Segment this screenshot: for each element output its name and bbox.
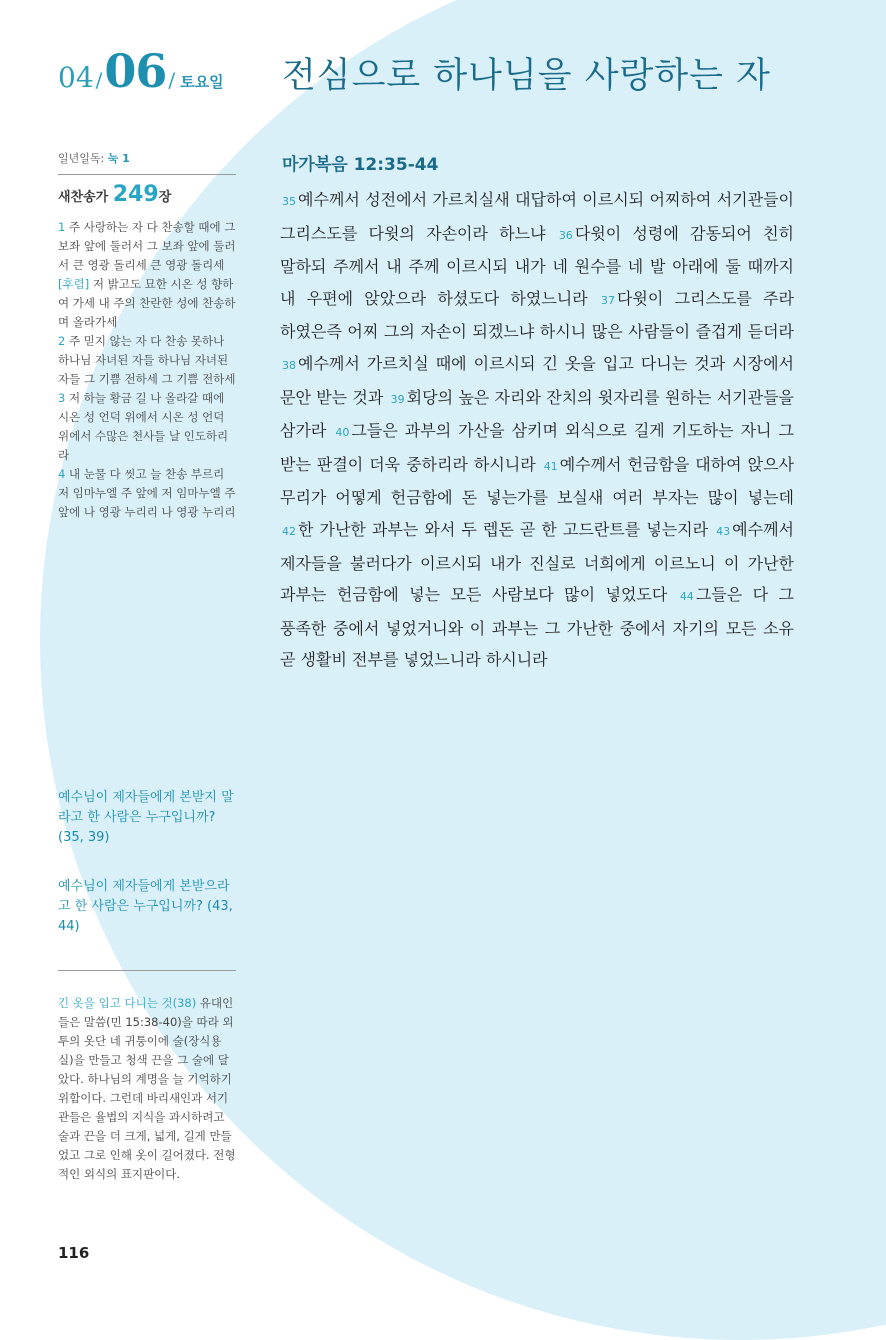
hymn-refrain-label: [후렴] <box>58 277 90 291</box>
verse-text: 예수께서 헌금함을 대하여 앉으사 무리가 어떻게 헌금함에 돈 넣는가를 보실새 여러 부자는 많이 넣는데 <box>280 454 794 508</box>
verse-number: 35 <box>282 195 296 208</box>
date-slash-2: / <box>168 68 176 92</box>
reading-plan-value: 눅 1 <box>107 152 130 165</box>
hymn-verse-text: 주 사랑하는 자 다 찬송할 때에 그 보좌 앞에 둘러서 그 보좌 앞에 둘러서 큰 영광 돌리세 큰 영광 돌리세 <box>58 220 236 272</box>
page-title: 전심으로 하나님을 사랑하는 자 <box>282 56 771 96</box>
note-text: 유대인들은 말씀(민 15:38-40)을 따라 외투의 옷단 네 귀퉁이에 술(장식용 실)을 만들고 청색 끈을 그 술에 달았다. 하나님의 계명을 늘 기억하기 위함이다. 그런데 바리새인과 서기관들은 율법의 지식을 과시하려고 술과 끈을 더 크게, 넓게, 길게 만들었고 그로 인해 옷이 길어졌다. 전형적인 외식의 표지판이다. <box>58 996 236 1181</box>
question-2: 예수님이 제자들에게 본받으라고 한 사람은 누구입니까? (43, 44) <box>58 879 233 934</box>
reading-plan <box>58 150 236 166</box>
hymn-verse <box>58 332 236 389</box>
verse-number: 36 <box>558 228 573 242</box>
note-term: 긴 옷을 입고 다니는 것(38) <box>58 996 197 1010</box>
divider <box>58 970 236 971</box>
verse-number: 38 <box>282 358 296 372</box>
hymn-prefix: 새찬송가 <box>58 190 109 205</box>
hymn-number: 249 <box>112 182 159 207</box>
verse-text: 그들은 다 그 풍족한 중에서 넣었거니와 이 과부는 그 가난한 중에서 자기의 모든 소유 곧 생활비 전부를 넣었느니라 하시니라 <box>280 585 795 670</box>
date-slash: / <box>95 68 103 92</box>
verse-number: 41 <box>543 459 558 473</box>
hymn-verse <box>58 389 236 465</box>
verse-text: 회당의 높은 자리와 잔치의 윗자리를 원하는 서기관들을 삼가라 <box>280 387 794 441</box>
verse-text: 다윗이 성령에 감동되어 친히 말하되 주께서 내 주께 이르시되 내가 네 원수를 네 발 아래에 둘 때까지 내 우편에 앉았으라 하셨도다 하였느니라 <box>280 223 794 308</box>
hymn-lyrics <box>58 218 236 522</box>
hymn-verse-number: 4 <box>58 467 66 481</box>
verse-text: 예수께서 제자들을 불러다가 이르시되 내가 진실로 너희에게 이르노니 이 가난한 과부는 헌금함에 넣는 모든 사람보다 많이 넣었도다 <box>280 519 794 605</box>
verse-text: 다윗이 그리스도를 주라 하였은즉 어찌 그의 자손이 되겠느냐 하시니 많은 사람들이 즐겁게 듣더라 <box>280 288 795 342</box>
hymn-verse <box>58 275 236 332</box>
divider <box>58 174 236 175</box>
hymn-verse-text: 저 하늘 황금 길 나 올라갈 때에 시온 성 언덕 위에서 시온 성 언덕 위에서 수많은 천사들 날 인도하리라 <box>58 391 229 462</box>
verse-number: 40 <box>335 426 350 440</box>
reading-plan-label: 일년일독: <box>58 152 105 165</box>
verse-text: 한 가난한 과부는 와서 두 렙돈 곧 한 고드란트를 넣는지라 <box>298 519 709 539</box>
verse-text: 예수께서 성전에서 가르치실새 대답하여 이르시되 어찌하여 서기관들이 그리스도를 다윗의 자손이라 하느냐 <box>280 190 794 243</box>
study-note <box>58 994 236 1184</box>
hymn-heading <box>58 182 236 207</box>
hymn-verse-number: 2 <box>58 334 66 348</box>
hymn-verse-number: 1 <box>58 220 66 234</box>
verse-text: 예수께서 가르치실 때에 이르시되 긴 옷을 입고 다니는 것과 시장에서 문안 받는 것과 <box>280 353 794 407</box>
scripture-text <box>280 184 794 676</box>
hymn-verse-text: 주 믿지 않는 자 다 찬송 못하나 하나님 자녀된 자들 하나님 자녀된 자들 그 기쁨 전하세 그 기쁨 전하세 <box>58 334 236 386</box>
question-1: 예수님이 제자들에게 본받지 말라고 한 사람은 누구입니까? (35, 39) <box>58 790 234 845</box>
date-weekday: 토요일 <box>180 73 224 91</box>
verse-number: 37 <box>600 293 615 307</box>
hymn-verse-text: 저 밝고도 묘한 시온 성 향하여 가세 내 주의 찬란한 성에 찬송하며 올라가세 <box>58 277 236 329</box>
verse-number: 43 <box>716 524 731 538</box>
verse-number: 42 <box>282 524 296 538</box>
hymn-verse-number: 3 <box>58 391 66 405</box>
verse-number: 39 <box>390 392 405 406</box>
verse-text: 그들은 과부의 가산을 삼키며 외식으로 길게 기도하는 자니 그 받는 판결이 더욱 중하리라 하시니라 <box>280 421 794 474</box>
date-month: 04 <box>58 61 94 94</box>
hymn-suffix: 장 <box>158 190 172 205</box>
hymn-verse <box>58 465 236 522</box>
date-day: 06 <box>104 44 167 98</box>
scripture-reference: 마가복음 12:35-44 <box>282 155 439 175</box>
verse-number: 44 <box>679 590 694 604</box>
page-number: 116 <box>58 1244 90 1262</box>
date-display <box>58 44 224 96</box>
hymn-verse-text: 내 눈물 다 씻고 늘 찬송 부르리 저 임마누엘 주 앞에 저 임마누엘 주 앞에 나 영광 누리리 나 영광 누리리 <box>58 467 236 519</box>
hymn-verse <box>58 218 236 275</box>
